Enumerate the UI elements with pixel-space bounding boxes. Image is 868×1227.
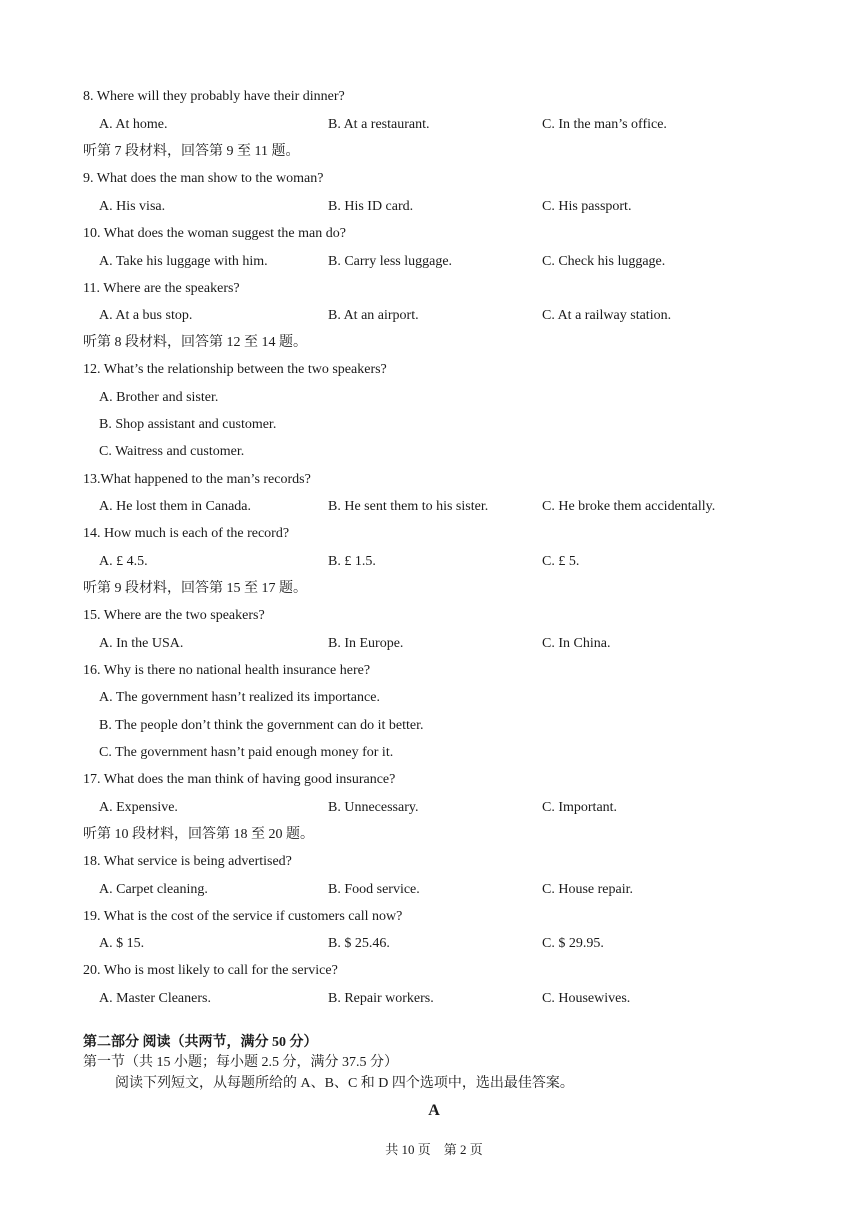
option-9c: C. His passport. (542, 199, 632, 214)
question-12: 12. What’s the relationship between the two speakers? (83, 362, 387, 377)
option-8a: A. At home. (99, 117, 168, 132)
option-19a: A. $ 15. (99, 936, 145, 951)
question-20: 20. Who is most likely to call for the service? (83, 963, 338, 978)
option-17b: B. Unnecessary. (328, 800, 419, 815)
question-11: 11. Where are the speakers? (83, 281, 240, 296)
option-16b: B. The people don’t think the government can do it better. (99, 718, 424, 733)
option-14c: C. £ 5. (542, 554, 580, 569)
option-20a: A. Master Cleaners. (99, 991, 211, 1006)
option-18a: A. Carpet cleaning. (99, 882, 208, 897)
section-heading-8: 听第 8 段材料，回答第 12 至 14 题。 (83, 335, 307, 350)
option-12c: C. Waitress and customer. (99, 444, 245, 459)
option-9a: A. His visa. (99, 199, 166, 214)
option-16c: C. The government hasn’t paid enough money for it. (99, 745, 394, 760)
option-13a: A. He lost them in Canada. (99, 499, 252, 514)
part-2-title: 第二部分 阅读（共两节，满分 50 分） (83, 1035, 318, 1050)
option-10b: B. Carry less luggage. (328, 254, 453, 269)
option-20c: C. Housewives. (542, 991, 631, 1006)
section-heading-10: 听第 10 段材料，回答第 18 至 20 题。 (83, 827, 314, 842)
question-15: 15. Where are the two speakers? (83, 608, 265, 623)
passage-letter: A (428, 1102, 440, 1119)
question-17: 17. What does the man think of having good insurance? (83, 772, 396, 787)
section-heading-9: 听第 9 段材料，回答第 15 至 17 题。 (83, 581, 307, 596)
option-11a: A. At a bus stop. (99, 308, 193, 323)
option-8b: B. At a restaurant. (328, 117, 430, 132)
option-19c: C. $ 29.95. (542, 936, 604, 951)
option-13b: B. He sent them to his sister. (328, 499, 489, 514)
question-13: 13.What happened to the man’s records? (83, 472, 311, 487)
question-9: 9. What does the man show to the woman? (83, 171, 324, 186)
option-16a: A. The government hasn’t realized its importance. (99, 690, 380, 705)
option-14a: A. £ 4.5. (99, 554, 148, 569)
option-17a: A. Expensive. (99, 800, 178, 815)
option-14b: B. £ 1.5. (328, 554, 376, 569)
option-13c: C. He broke them accidentally. (542, 499, 716, 514)
page-footer: 共 10 页 第 2 页 (385, 1142, 483, 1157)
section-heading-7: 听第 7 段材料，回答第 9 至 11 题。 (83, 144, 300, 159)
option-11c: C. At a railway station. (542, 308, 672, 323)
option-15c: C. In China. (542, 636, 611, 651)
option-10c: C. Check his luggage. (542, 254, 666, 269)
question-19: 19. What is the cost of the service if customers call now? (83, 909, 403, 924)
option-15b: B. In Europe. (328, 636, 404, 651)
option-18c: C. House repair. (542, 882, 633, 897)
option-12b: B. Shop assistant and customer. (99, 417, 277, 432)
option-9b: B. His ID card. (328, 199, 414, 214)
question-8: 8. Where will they probably have their dinner? (83, 89, 345, 104)
option-8c: C. In the man’s office. (542, 117, 667, 132)
option-18b: B. Food service. (328, 882, 420, 897)
question-14: 14. How much is each of the record? (83, 526, 290, 541)
question-18: 18. What service is being advertised? (83, 854, 292, 869)
question-16: 16. Why is there no national health insurance here? (83, 663, 371, 678)
option-11b: B. At an airport. (328, 308, 419, 323)
reading-instruction: 阅读下列短文，从每题所给的 A、B、C 和 D 四个选项中，选出最佳答案。 (115, 1076, 574, 1091)
part-2-section-1: 第一节（共 15 小题；每小题 2.5 分，满分 37.5 分） (83, 1055, 398, 1070)
option-19b: B. $ 25.46. (328, 936, 390, 951)
option-20b: B. Repair workers. (328, 991, 434, 1006)
option-17c: C. Important. (542, 800, 618, 815)
option-12a: A. Brother and sister. (99, 390, 219, 405)
option-10a: A. Take his luggage with him. (99, 254, 268, 269)
question-10: 10. What does the woman suggest the man do? (83, 226, 346, 241)
option-15a: A. In the USA. (99, 636, 184, 651)
